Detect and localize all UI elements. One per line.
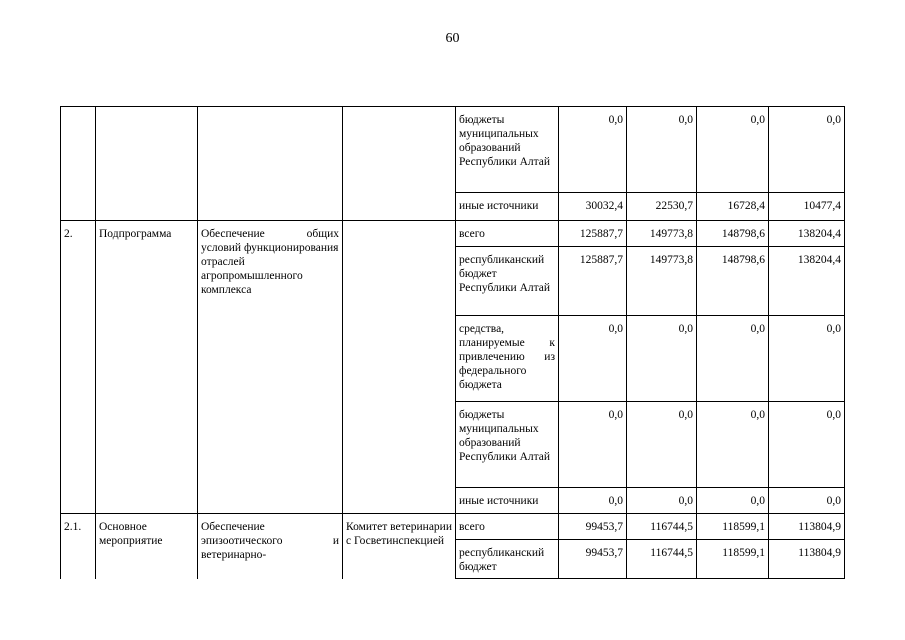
value-cell: 0,0 <box>559 107 627 193</box>
value-cell: 0,0 <box>697 316 769 402</box>
source-label: республиканский бюджет Республики Алтай <box>456 247 559 316</box>
value-cell: 30032,4 <box>559 193 627 221</box>
type-cell <box>96 107 198 221</box>
value-cell: 116744,5 <box>627 540 697 579</box>
value-cell: 148798,6 <box>697 221 769 247</box>
value-cell: 0,0 <box>697 107 769 193</box>
executor-cell <box>343 107 456 221</box>
num-cell: 2. <box>61 221 96 514</box>
source-label: иные источники <box>456 488 559 514</box>
value-cell: 149773,8 <box>627 221 697 247</box>
type-cell: Основное мероприятие <box>96 514 198 579</box>
table-row <box>61 221 845 247</box>
type-cell: Подпрограмма <box>96 221 198 514</box>
budget-table <box>60 106 845 579</box>
value-cell: 0,0 <box>627 488 697 514</box>
value-cell: 0,0 <box>559 488 627 514</box>
table-row <box>61 514 845 540</box>
value-cell: 10477,4 <box>769 193 845 221</box>
value-cell: 16728,4 <box>697 193 769 221</box>
value-cell: 0,0 <box>559 316 627 402</box>
name-text: условий функционирования отраслей агропромышленного комплекса <box>201 242 339 296</box>
num-cell: 2.1. <box>61 514 96 579</box>
source-label: бюджеты муниципальных образований Республики Алтай <box>456 402 559 488</box>
source-label: иные источники <box>456 193 559 221</box>
value-cell: 0,0 <box>769 316 845 402</box>
name-cell: Обеспечение эпизоотического и ветеринарно- <box>198 514 343 579</box>
source-label: республиканский бюджет <box>456 540 559 579</box>
value-cell: 125887,7 <box>559 247 627 316</box>
value-cell: 113804,9 <box>769 540 845 579</box>
value-cell: 0,0 <box>559 402 627 488</box>
name-cell <box>198 221 343 514</box>
value-cell: 0,0 <box>627 107 697 193</box>
value-cell: 118599,1 <box>697 540 769 579</box>
value-cell: 116744,5 <box>627 514 697 540</box>
value-cell: 99453,7 <box>559 540 627 579</box>
value-cell: 138204,4 <box>769 221 845 247</box>
table-row <box>61 107 845 193</box>
value-cell: 0,0 <box>697 488 769 514</box>
value-cell: 149773,8 <box>627 247 697 316</box>
value-cell: 0,0 <box>627 316 697 402</box>
source-label: средства, планируемые к привлечению из федерального бюджета <box>456 316 559 402</box>
source-label: всего <box>456 221 559 247</box>
source-label: всего <box>456 514 559 540</box>
value-cell: 118599,1 <box>697 514 769 540</box>
name-cell <box>198 107 343 221</box>
name-word: общих <box>306 228 339 240</box>
source-label: бюджеты муниципальных образований Республики Алтай <box>456 107 559 193</box>
executor-cell: Комитет ветеринарии с Госветинспекцией <box>343 514 456 579</box>
value-cell: 125887,7 <box>559 221 627 247</box>
value-cell: 0,0 <box>769 488 845 514</box>
value-cell: 113804,9 <box>769 514 845 540</box>
value-cell: 99453,7 <box>559 514 627 540</box>
value-cell: 0,0 <box>627 402 697 488</box>
page-number: 60 <box>445 31 460 46</box>
value-cell: 22530,7 <box>627 193 697 221</box>
value-cell: 148798,6 <box>697 247 769 316</box>
num-cell <box>61 107 96 221</box>
value-cell: 0,0 <box>769 107 845 193</box>
value-cell: 138204,4 <box>769 247 845 316</box>
value-cell: 0,0 <box>769 402 845 488</box>
name-word: Обеспечение <box>201 228 265 240</box>
executor-cell <box>343 221 456 514</box>
value-cell: 0,0 <box>697 402 769 488</box>
